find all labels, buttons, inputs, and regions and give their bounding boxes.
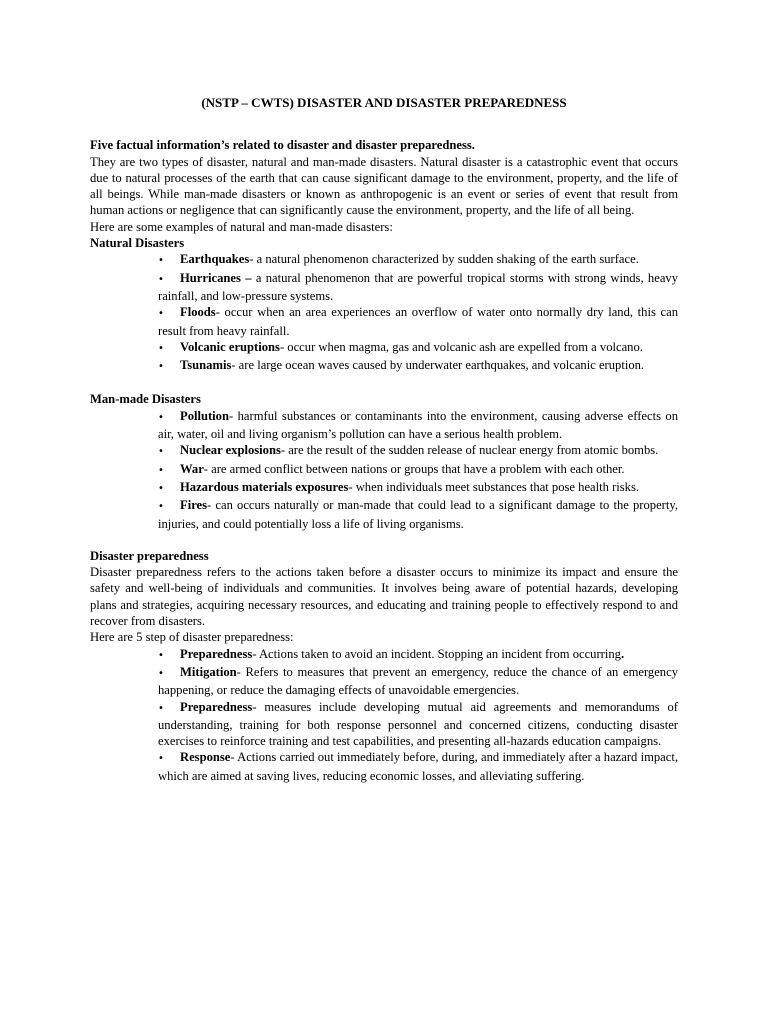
bullet-icon xyxy=(158,699,180,717)
list-item xyxy=(158,699,678,750)
list-item xyxy=(158,479,678,497)
manmade-disasters-list xyxy=(90,408,678,532)
item-term: Volcanic eruptions xyxy=(180,339,280,354)
item-text: - are armed conflict between nations or groups that have a problem with each other. xyxy=(203,461,625,476)
bullet-icon xyxy=(158,646,180,664)
item-term: Hazardous materials exposures xyxy=(180,479,349,494)
item-term: Preparedness xyxy=(180,646,253,661)
bullet-icon xyxy=(158,479,180,497)
examples-line: Here are some examples of natural and man-made disasters: xyxy=(90,219,393,234)
bullet-icon xyxy=(158,304,180,322)
bullet-icon xyxy=(158,497,180,515)
preparedness-paragraph: Disaster preparedness refers to the actions taken before a disaster occurs to minimize its impact and ensure the safety and well-being of individuals and communities. It involves being aware of potential hazards, developing plans and strategies, acquiring necessary resources, and educating and training people to effectively respond to and recover from disasters. xyxy=(90,565,678,629)
bullet-icon xyxy=(158,664,180,682)
bullet-icon xyxy=(158,339,180,357)
bullet-icon xyxy=(158,749,180,767)
item-text: - Actions taken to avoid an incident. Stopping an incident from occurring xyxy=(252,646,621,661)
item-text: - a natural phenomenon characterized by sudden shaking of the earth surface. xyxy=(249,252,639,267)
list-item xyxy=(158,461,678,479)
bullet-icon xyxy=(158,461,180,479)
item-term: Fires xyxy=(180,498,208,513)
list-item xyxy=(158,251,678,269)
item-text: - can occurs naturally or man-made that could lead to a significant damage to the property, injuries, and could potentially loss a life of living organisms. xyxy=(158,498,678,531)
item-term: Preparedness xyxy=(180,699,253,714)
list-item xyxy=(158,270,678,305)
preparedness-steps-list xyxy=(90,646,678,784)
list-item xyxy=(158,304,678,339)
bullet-icon xyxy=(158,251,180,269)
bullet-icon xyxy=(158,408,180,426)
bullet-icon xyxy=(158,270,180,288)
natural-disasters-heading: Natural Disasters xyxy=(90,236,185,251)
steps-line: Here are 5 step of disaster preparedness: xyxy=(90,630,294,645)
section-spacer xyxy=(90,532,678,548)
item-term: Response xyxy=(180,750,231,765)
item-term: Mitigation xyxy=(180,664,237,679)
item-text: - occur when an area experiences an overflow of water onto normally dry land, this can result from heavy rainfall. xyxy=(158,305,678,338)
item-text: - measures include developing mutual aid agreements and memorandums of understanding, training for both response personnel and concerned citizens, conducting disaster exercises to reinforce training and test capabilities, and presenting all-hazards education campaigns. xyxy=(158,699,678,749)
bullet-icon xyxy=(158,442,180,460)
list-item xyxy=(158,664,678,699)
list-item xyxy=(158,646,678,664)
item-text: - occur when magma, gas and volcanic ash are expelled from a volcano. xyxy=(279,339,643,354)
intro-heading: Five factual information’s related to disaster and disaster preparedness. xyxy=(90,138,475,153)
item-term: Earthquakes xyxy=(180,252,250,267)
document-title: (NSTP – CWTS) DISASTER AND DISASTER PREPAREDNESS xyxy=(201,95,567,110)
item-text: - when individuals meet substances that pose health risks. xyxy=(348,479,640,494)
item-term: Floods xyxy=(180,305,216,320)
manmade-disasters-heading: Man-made Disasters xyxy=(90,392,201,407)
item-tail: . xyxy=(620,646,625,661)
item-term: Tsunamis xyxy=(180,358,232,373)
disaster-preparedness-heading: Disaster preparedness xyxy=(90,548,209,563)
item-term: Hurricanes – xyxy=(180,270,252,285)
list-item xyxy=(158,749,678,784)
document-page xyxy=(90,95,678,784)
item-term: War xyxy=(180,461,204,476)
list-item xyxy=(158,408,678,443)
item-text: - Refers to measures that prevent an emergency, reduce the chance of an emergency happening, or reduce the damaging effects of unavoidable emergencies. xyxy=(158,664,678,698)
item-text: - are the result of the sudden release of nuclear energy from atomic bombs. xyxy=(280,443,659,458)
item-text: - Actions carried out immediately before, during, and immediately after a hazard impact, which are aimed at saving lives, reducing economic losses, and alleviating suffering. xyxy=(158,750,678,783)
item-text: - are large ocean waves caused by underwater earthquakes, and volcanic eruption. xyxy=(231,358,645,373)
item-term: Nuclear explosions xyxy=(180,443,281,458)
item-text: - harmful substances or contaminants into the environment, causing adverse effects on air, water, oil and living organism’s pollution can have a serious health problem. xyxy=(158,408,678,442)
section-spacer xyxy=(90,375,678,391)
natural-disasters-list xyxy=(90,251,678,375)
bullet-icon xyxy=(158,357,180,375)
item-text: a natural phenomenon that are powerful tropical storms with strong winds, heavy rainfall, and low-pressure systems. xyxy=(158,270,679,303)
list-item xyxy=(158,442,678,460)
list-item xyxy=(158,497,678,532)
list-item xyxy=(158,357,678,375)
list-item xyxy=(158,339,678,357)
intro-paragraph: They are two types of disaster, natural and man-made disasters. Natural disaster is a catastrophic event that occurs due to natural processes of the earth that can cause significant damage to the environment, property, and the life of all beings. While man-made disasters or known as anthropogenic is an event or series of event that result from human actions or negligence that can significantly cause the environment, property, and the life of all being. xyxy=(90,154,678,218)
item-term: Pollution xyxy=(180,408,229,423)
